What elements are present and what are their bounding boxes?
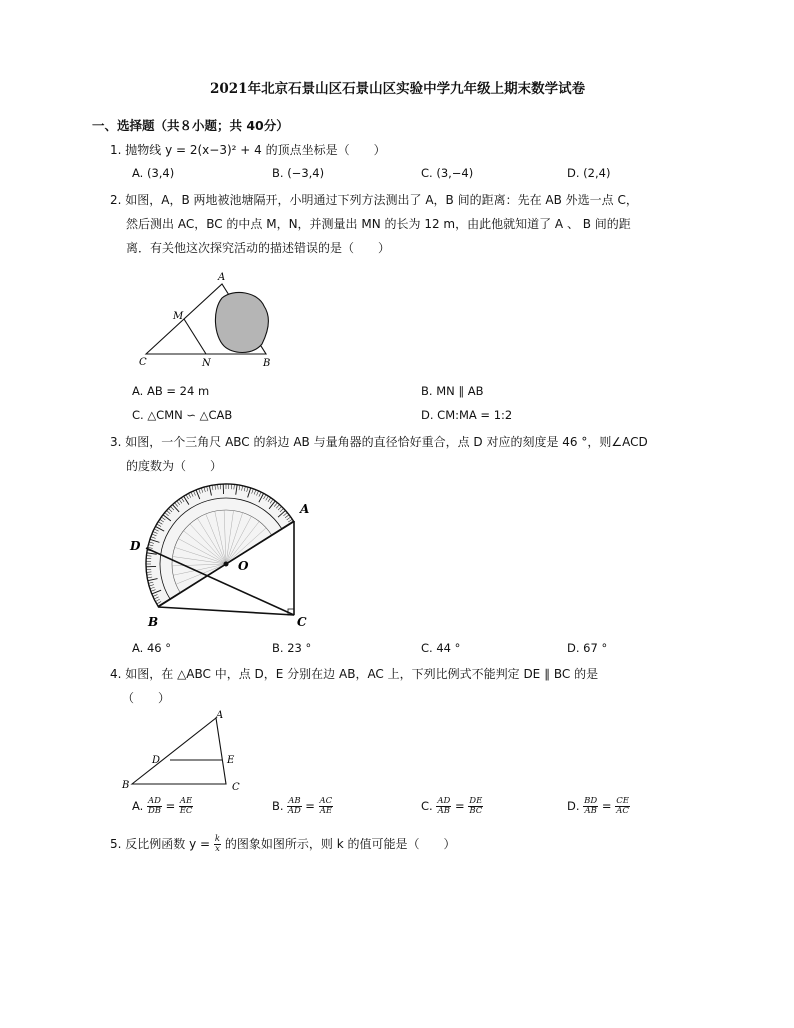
question-2-line-1: 2. 如图，A，B 两地被池塘隔开，小明通过下列方法测出了 A，B 间的距离：先在 AB 外选一点 C， xyxy=(110,193,638,207)
q1-option-a: A. (3,4) xyxy=(132,166,175,180)
label-o: O xyxy=(238,559,249,573)
q1-option-c: C. (3,−4) xyxy=(421,166,474,180)
question-4-line-2: （ ） xyxy=(122,691,171,705)
question-2-line-2: 然后测出 AC，BC 的中点 M，N，并测量出 MN 的长为 12 m，由此他就知道了 A 、 B 间的距 xyxy=(126,217,631,231)
center-point-o xyxy=(224,562,229,567)
q4-option-a: A. $\frac{AD}{DB}$ = $\frac{AE}{EC}$ xyxy=(132,796,193,816)
label-c: C xyxy=(139,357,147,368)
label-n: N xyxy=(202,358,211,369)
section-heading: 一、选择题（共８小题；共 40分） xyxy=(92,118,289,133)
pond-shape xyxy=(215,292,268,352)
label-e: E xyxy=(227,755,235,766)
question-4-line-1: 4. 如图，在 △ABC 中，点 D，E 分别在边 AB，AC 上，下列比例式不能判定 DE ∥ BC 的是 xyxy=(110,667,599,681)
q1-option-d: D. (2,4) xyxy=(567,166,611,180)
label-a: A xyxy=(300,502,310,516)
protractor xyxy=(124,478,294,606)
segment-mn xyxy=(184,319,206,354)
triangle-abc xyxy=(132,718,226,784)
question-5-stem: 5. 反比例函数 y = $\frac{k}{x}$ 的图象如图所示，则 k 的值可能是（ ） xyxy=(110,834,456,854)
question-3-line-1: 3. 如图，一个三角尺 ABC 的斜边 AB 与量角器的直径恰好重合，点 D 对应的刻度是 46 °，则∠ACD xyxy=(110,435,648,449)
label-d: D xyxy=(130,539,141,553)
q1-option-b: B. (−3,4) xyxy=(272,166,325,180)
q3-option-b: B. 23 ° xyxy=(272,641,312,655)
q4-option-b: B. $\frac{AB}{AD}$ = $\frac{AC}{AE}$ xyxy=(272,796,333,816)
label-b: B xyxy=(148,615,159,628)
pond-figure xyxy=(136,270,296,370)
label-a: A xyxy=(216,710,224,721)
q3-option-d: D. 67 ° xyxy=(567,641,608,655)
label-m: M xyxy=(173,311,184,322)
question-1-stem: 1. 抛物线 y = 2(x−3)² + 4 的顶点坐标是（ ） xyxy=(110,143,386,157)
q3-option-c: C. 44 ° xyxy=(421,641,461,655)
q4-option-c: C. $\frac{AD}{AB}$ = $\frac{DE}{BC}$ xyxy=(421,796,483,816)
triangle-figure xyxy=(118,706,248,796)
q3-option-a: A. 46 ° xyxy=(132,641,172,655)
exam-title: 2021年北京石景山区石景山区实验中学九年级上期末数学试卷 xyxy=(210,81,586,97)
label-b: B xyxy=(263,358,271,369)
label-d: D xyxy=(152,755,161,766)
label-a: A xyxy=(218,272,226,283)
label-c: C xyxy=(232,782,240,793)
leg-bc xyxy=(158,607,294,615)
question-2-line-3: 离．有关他这次探究活动的描述错误的是（ ） xyxy=(126,241,391,255)
q2-option-a: A. AB = 24 m xyxy=(132,384,210,398)
protractor-figure xyxy=(124,478,324,628)
q2-option-b: B. MN ∥ AB xyxy=(421,384,484,398)
label-c: C xyxy=(297,615,307,628)
q4-option-d: D. $\frac{BD}{AB}$ = $\frac{CE}{AC}$ xyxy=(567,796,629,816)
label-b: B xyxy=(122,780,130,791)
q2-option-c: C. △CMN ∽ △CAB xyxy=(132,408,233,422)
question-3-line-2: 的度数为（ ） xyxy=(126,459,223,473)
q2-option-d: D. CM:MA = 1:2 xyxy=(421,408,513,422)
